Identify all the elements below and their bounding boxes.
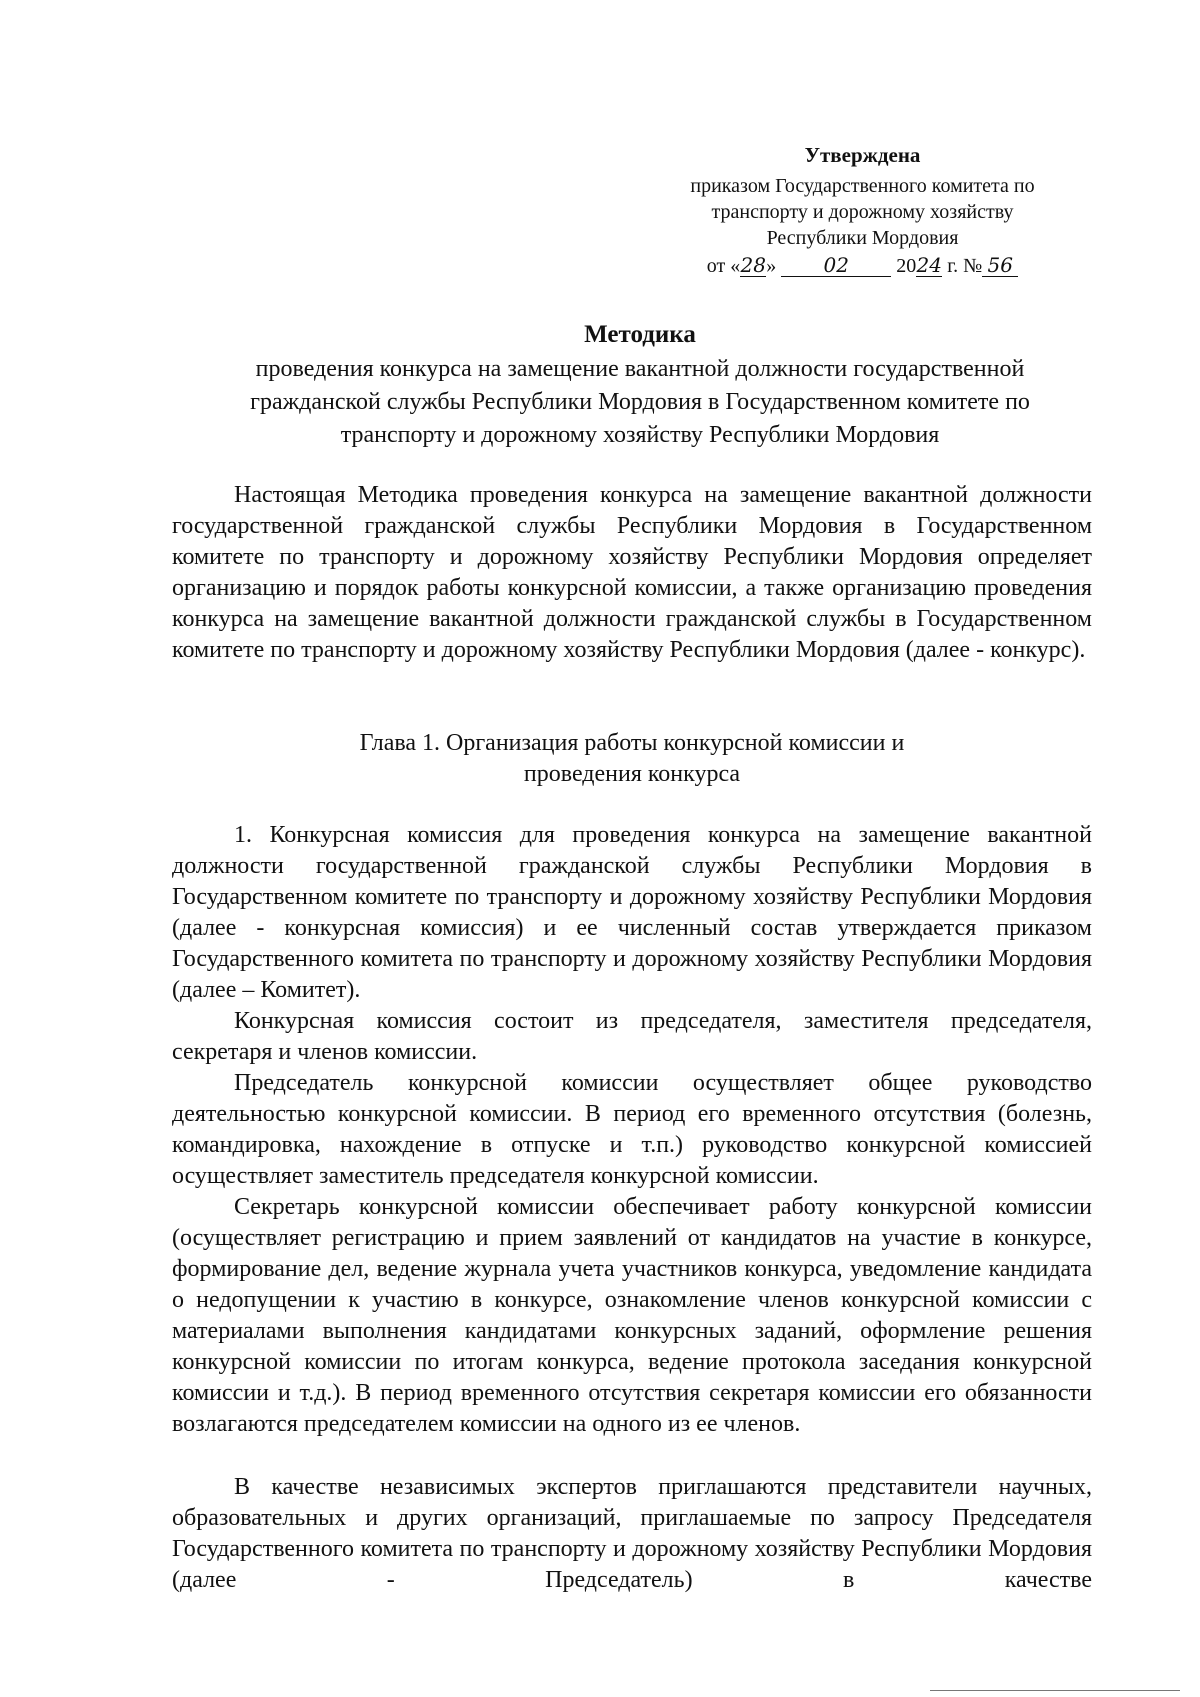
document-subtitle-line-1: проведения конкурса на замещение вакантной должности государственной <box>255 356 1025 382</box>
handwritten-year: 24 <box>916 253 942 277</box>
approval-line-1: приказом Государственного комитета по <box>690 175 1035 197</box>
handwritten-month: 02 <box>781 254 891 277</box>
chapter-heading-line-2: проведения конкурса <box>523 761 741 787</box>
handwritten-number: 56 <box>982 254 1018 277</box>
date-prefix: от « <box>706 255 741 277</box>
paragraph-4: Секретарь конкурсной комиссии обеспечивает работу конкурсной комиссии (осуществляет регистрацию и прием заявлений от кандидатов на участие в конкурсе, формирование дел, ведение журнала учета участников конкурса, уведомление кандидата о недопущении к участию в конкурсе, ознакомление членов конкурсной комиссии с материалами выполнения кандидатами конкурсных заданий, оформление решения конкурсной комиссии по итогам конкурса, ведение протокола заседания конкурсной комиссии и т.д.). В период временного отсутствия секретаря комиссии его обязанности возлагаются председателем комиссии на одного из ее членов. <box>172 1194 1092 1437</box>
paragraph-3: Председатель конкурсной комиссии осуществляет общее руководство деятельностью конкурсной комиссии. В период его временного отсутствия (болезнь, командировка, нахождение в отпуске и т.п.) руководство конкурсной комиссией осуществляет заместитель председателя конкурсной комиссии. <box>172 1070 1092 1189</box>
number-label: г. № <box>947 255 983 277</box>
paragraph-1: 1. Конкурсная комиссия для проведения конкурса на замещение вакантной должности государственной гражданской службы Республики Мордовия в Государственном комитете по транспорту и дорожному хозяйству Республики Мордовия (далее - конкурсная комиссия) и ее численный состав утверждается приказом Государственного комитета по транспорту и дорожному хозяйству Республики Мордовия (далее – Комитет). <box>172 822 1092 1003</box>
date-mid: » <box>766 255 777 277</box>
approval-heading: Утверждена <box>804 143 921 167</box>
document-subtitle-line-3: транспорту и дорожному хозяйству Республики Мордовия <box>340 422 940 448</box>
document-title-block <box>160 318 1120 452</box>
paragraph-2: Конкурсная комиссия состоит из председателя, заместителя председателя, секретаря и членов комиссии. <box>172 1008 1092 1065</box>
paragraph-5: В качестве независимых экспертов приглашаются представители научных, образовательных и других организаций, приглашаемые по запросу Председателя Государственного комитета по транспорту и дорожному хозяйству Республики Мордовия (далее - Председатель) в качестве <box>172 1474 1092 1593</box>
approval-line-2: транспорту и дорожному хозяйству <box>711 201 1014 223</box>
approval-date-line <box>655 253 1070 279</box>
page-bottom-rule <box>930 1690 1180 1691</box>
intro-paragraph: Настоящая Методика проведения конкурса на замещение вакантной должности государственной гражданской службы Республики Мордовия в Государственном комитете по транспорту и дорожному хозяйству Республики Мордовия определяет организацию и порядок работы конкурсной комиссии, а также организацию проведения конкурса на замещение вакантной должности гражданской службы в Государственном комитете по транспорту и дорожному хозяйству Республики Мордовия (далее - конкурс). <box>172 482 1092 663</box>
chapter-heading-line-1: Глава 1. Организация работы конкурсной комиссии и <box>359 730 905 756</box>
year-prefix: 20 <box>896 255 917 277</box>
chapter-heading <box>172 728 1092 790</box>
document-title: Методика <box>584 321 696 348</box>
approval-stamp-block <box>655 142 1070 279</box>
document-subtitle-line-2: гражданской службы Республики Мордовия в Государственном комитете по <box>250 389 1030 415</box>
approval-line-3: Республики Мордовия <box>766 227 959 249</box>
handwritten-day: 28 <box>740 253 766 277</box>
